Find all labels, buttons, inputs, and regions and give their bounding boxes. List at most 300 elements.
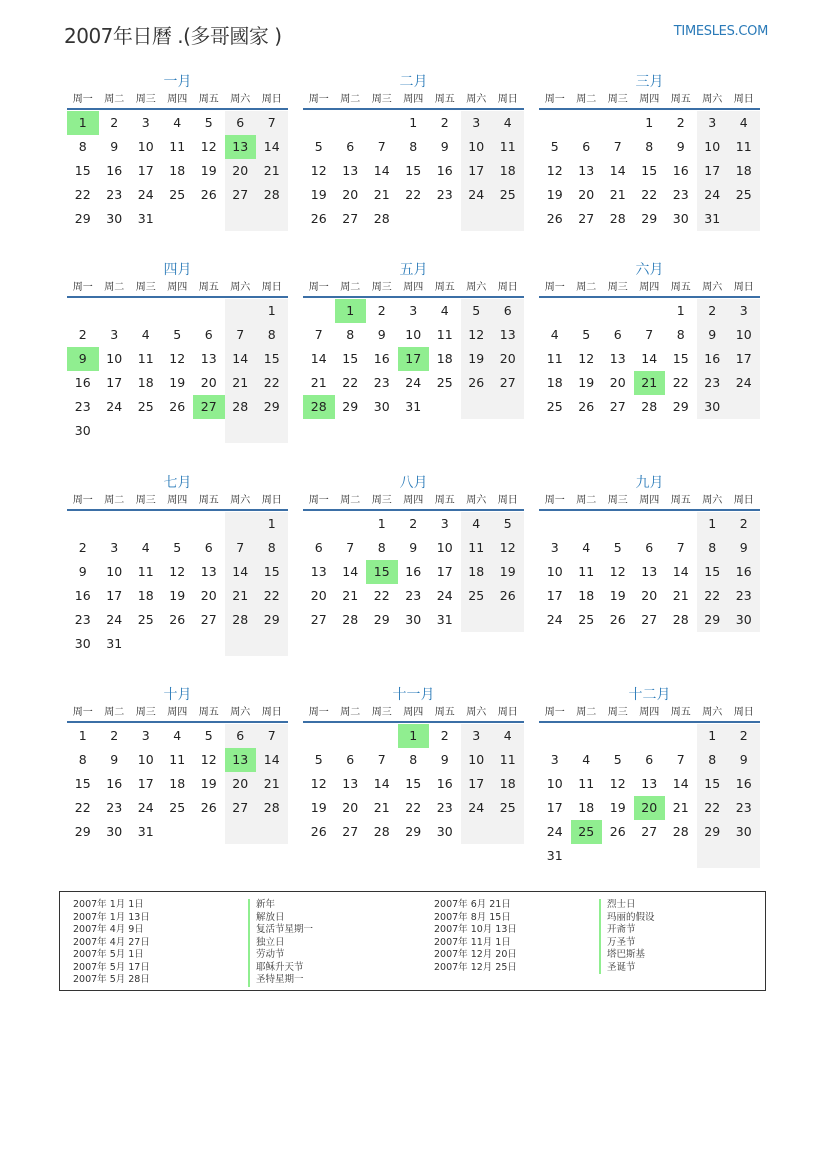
day-cell: 11 bbox=[578, 776, 595, 791]
weekday-label: 周一 bbox=[544, 282, 565, 293]
weekday-label: 周五 bbox=[434, 707, 455, 718]
day-cell: 17 bbox=[697, 159, 729, 183]
day-grid bbox=[303, 724, 524, 844]
day-cell: 9 bbox=[697, 323, 729, 347]
day-cell: 24 bbox=[728, 371, 760, 395]
day-cell: 11 bbox=[137, 351, 154, 366]
day-cell: 10 bbox=[728, 323, 760, 347]
day-cell: 7 bbox=[377, 752, 386, 767]
day-cell: 15 bbox=[405, 163, 422, 178]
day-cell: 19 bbox=[546, 187, 563, 202]
day-cell: 19 bbox=[169, 375, 186, 390]
month-5 bbox=[303, 260, 524, 419]
day-cell: 28 bbox=[225, 395, 257, 419]
day-cell: 20 bbox=[310, 588, 327, 603]
day-cell: 28 bbox=[609, 211, 626, 226]
day-cell: 17 bbox=[137, 776, 154, 791]
holiday-name: 开斋节 bbox=[599, 924, 655, 937]
day-cell: 29 bbox=[256, 608, 288, 632]
weekday-label: 周五 bbox=[434, 495, 455, 506]
day-cell: 11 bbox=[492, 135, 524, 159]
day-cell: 10 bbox=[697, 135, 729, 159]
empty-cell bbox=[225, 512, 257, 536]
empty-cell bbox=[539, 512, 571, 536]
empty-cell bbox=[162, 632, 194, 656]
empty-cell bbox=[571, 724, 603, 748]
weekday-header bbox=[303, 280, 524, 298]
day-cell: 18 bbox=[137, 588, 154, 603]
holiday-date: 2007年 4月 9日 bbox=[73, 924, 144, 935]
day-cell: 19 bbox=[578, 375, 595, 390]
day-cell: 14 bbox=[342, 564, 359, 579]
holiday-date: 2007年 5月 1日 bbox=[73, 949, 144, 960]
day-cell: 8 bbox=[409, 752, 418, 767]
day-cell: 11 bbox=[578, 564, 595, 579]
day-cell: 4 bbox=[141, 540, 150, 555]
day-cell: 15 bbox=[256, 347, 288, 371]
day-cell: 20 bbox=[200, 375, 217, 390]
weekday-label: 周六 bbox=[702, 495, 723, 506]
weekday-label: 周五 bbox=[670, 94, 691, 105]
day-cell: 30 bbox=[373, 399, 390, 414]
day-cell: 12 bbox=[461, 323, 493, 347]
holiday-name: 耶稣升天节 bbox=[248, 962, 313, 975]
day-cell: 22 bbox=[373, 588, 390, 603]
holiday-name: 烈士日 bbox=[599, 899, 655, 912]
empty-cell bbox=[366, 111, 398, 135]
day-cell: 17 bbox=[461, 159, 493, 183]
day-cell: 31 bbox=[436, 612, 453, 627]
day-cell: 17 bbox=[546, 588, 563, 603]
weekday-label: 周六 bbox=[230, 94, 251, 105]
weekday-label: 周六 bbox=[230, 707, 251, 718]
day-cell: 21 bbox=[342, 588, 359, 603]
month-title: 二月 bbox=[399, 74, 428, 90]
day-cell: 27 bbox=[641, 824, 658, 839]
weekday-label: 周四 bbox=[639, 94, 660, 105]
empty-cell bbox=[130, 632, 162, 656]
day-cell: 3 bbox=[440, 516, 449, 531]
day-cell: 12 bbox=[609, 564, 626, 579]
day-cell: 30 bbox=[728, 608, 760, 632]
weekday-label: 周六 bbox=[230, 282, 251, 293]
day-cell: 15 bbox=[672, 351, 689, 366]
day-cell: 1 bbox=[335, 299, 367, 323]
day-cell: 10 bbox=[546, 564, 563, 579]
day-cell: 3 bbox=[728, 299, 760, 323]
day-cell: 6 bbox=[582, 139, 591, 154]
day-cell: 23 bbox=[436, 187, 453, 202]
empty-cell bbox=[303, 512, 335, 536]
weekday-label: 周三 bbox=[135, 707, 156, 718]
day-cell: 11 bbox=[546, 351, 563, 366]
day-cell: 13 bbox=[641, 564, 658, 579]
day-grid bbox=[539, 111, 760, 231]
weekday-label: 周五 bbox=[198, 282, 219, 293]
day-cell: 20 bbox=[342, 800, 359, 815]
day-cell: 14 bbox=[609, 163, 626, 178]
site-link[interactable]: TIMESLES.COM bbox=[673, 24, 768, 39]
day-cell: 15 bbox=[697, 560, 729, 584]
empty-cell bbox=[665, 844, 697, 868]
holiday-names-right bbox=[599, 899, 655, 974]
day-cell: 25 bbox=[728, 183, 760, 207]
month-2 bbox=[303, 72, 524, 231]
empty-cell bbox=[366, 724, 398, 748]
empty-cell bbox=[256, 820, 288, 844]
day-cell: 2 bbox=[697, 299, 729, 323]
day-grid bbox=[539, 724, 760, 868]
day-cell: 23 bbox=[436, 800, 453, 815]
holiday-date: 2007年 10月 13日 bbox=[434, 924, 517, 935]
day-cell: 7 bbox=[314, 327, 323, 342]
day-cell: 3 bbox=[110, 540, 119, 555]
day-cell: 4 bbox=[461, 512, 493, 536]
weekday-label: 周三 bbox=[135, 282, 156, 293]
weekday-label: 周日 bbox=[497, 94, 518, 105]
weekday-label: 周二 bbox=[104, 707, 125, 718]
day-cell: 27 bbox=[225, 796, 257, 820]
day-cell: 21 bbox=[225, 584, 257, 608]
day-cell: 2 bbox=[440, 115, 449, 130]
weekday-label: 周一 bbox=[72, 707, 93, 718]
day-grid bbox=[539, 299, 760, 419]
weekday-label: 周四 bbox=[167, 94, 188, 105]
day-cell: 29 bbox=[256, 395, 288, 419]
day-cell: 30 bbox=[74, 636, 91, 651]
day-cell: 2 bbox=[728, 724, 760, 748]
day-grid bbox=[303, 299, 524, 419]
day-cell: 24 bbox=[106, 612, 123, 627]
day-cell: 12 bbox=[169, 564, 186, 579]
day-cell: 30 bbox=[74, 423, 91, 438]
day-cell: 22 bbox=[697, 584, 729, 608]
day-cell: 27 bbox=[225, 183, 257, 207]
day-cell: 30 bbox=[436, 824, 453, 839]
weekday-label: 周日 bbox=[497, 282, 518, 293]
day-cell: 29 bbox=[697, 608, 729, 632]
day-cell: 20 bbox=[578, 187, 595, 202]
day-cell: 25 bbox=[137, 612, 154, 627]
day-cell: 10 bbox=[137, 752, 154, 767]
empty-cell bbox=[634, 512, 666, 536]
weekday-label: 周三 bbox=[135, 94, 156, 105]
month-4 bbox=[67, 260, 288, 443]
weekday-label: 周日 bbox=[261, 282, 282, 293]
day-cell: 16 bbox=[697, 347, 729, 371]
day-cell: 19 bbox=[609, 588, 626, 603]
day-cell: 21 bbox=[256, 772, 288, 796]
day-cell: 23 bbox=[373, 375, 390, 390]
day-cell: 1 bbox=[398, 724, 430, 748]
day-cell: 1 bbox=[409, 115, 418, 130]
day-cell: 3 bbox=[697, 111, 729, 135]
day-cell: 2 bbox=[78, 327, 87, 342]
day-cell: 12 bbox=[492, 536, 524, 560]
empty-cell bbox=[162, 512, 194, 536]
weekday-label: 周三 bbox=[371, 282, 392, 293]
day-cell: 14 bbox=[373, 776, 390, 791]
weekday-label: 周二 bbox=[340, 707, 361, 718]
day-cell: 16 bbox=[106, 776, 123, 791]
weekday-label: 周三 bbox=[135, 495, 156, 506]
empty-cell bbox=[461, 395, 493, 419]
weekday-label: 周一 bbox=[544, 707, 565, 718]
day-cell: 26 bbox=[578, 399, 595, 414]
day-cell: 9 bbox=[440, 139, 449, 154]
weekday-label: 周五 bbox=[670, 282, 691, 293]
day-cell: 9 bbox=[110, 139, 119, 154]
weekday-label: 周五 bbox=[198, 94, 219, 105]
empty-cell bbox=[571, 299, 603, 323]
weekday-label: 周四 bbox=[639, 707, 660, 718]
weekday-label: 周一 bbox=[72, 282, 93, 293]
day-grid bbox=[67, 512, 288, 656]
day-cell: 13 bbox=[342, 776, 359, 791]
weekday-label: 周五 bbox=[198, 707, 219, 718]
day-cell: 5 bbox=[314, 139, 323, 154]
weekday-label: 周六 bbox=[466, 707, 487, 718]
day-cell: 1 bbox=[256, 299, 288, 323]
day-cell: 6 bbox=[492, 299, 524, 323]
empty-cell bbox=[193, 419, 225, 443]
day-cell: 18 bbox=[461, 560, 493, 584]
day-cell: 12 bbox=[546, 163, 563, 178]
day-cell: 5 bbox=[550, 139, 559, 154]
weekday-label: 周四 bbox=[167, 282, 188, 293]
day-cell: 5 bbox=[492, 512, 524, 536]
day-cell: 6 bbox=[613, 327, 622, 342]
empty-cell bbox=[602, 111, 634, 135]
weekday-header bbox=[539, 705, 760, 723]
day-cell: 16 bbox=[405, 564, 422, 579]
day-cell: 31 bbox=[137, 211, 154, 226]
weekday-label: 周四 bbox=[403, 495, 424, 506]
day-cell: 24 bbox=[106, 399, 123, 414]
day-cell: 26 bbox=[200, 800, 217, 815]
day-cell: 26 bbox=[200, 187, 217, 202]
day-cell: 16 bbox=[74, 375, 91, 390]
day-cell: 1 bbox=[78, 728, 87, 743]
day-cell: 24 bbox=[461, 183, 493, 207]
empty-cell bbox=[461, 608, 493, 632]
day-cell: 31 bbox=[106, 636, 123, 651]
month-8 bbox=[303, 473, 524, 632]
empty-cell bbox=[99, 299, 131, 323]
empty-cell bbox=[697, 844, 729, 868]
holiday-date: 2007年 1月 1日 bbox=[73, 899, 144, 910]
day-cell: 22 bbox=[697, 796, 729, 820]
weekday-label: 周四 bbox=[639, 495, 660, 506]
day-cell: 19 bbox=[169, 588, 186, 603]
day-cell: 2 bbox=[110, 115, 119, 130]
empty-cell bbox=[571, 512, 603, 536]
day-cell: 23 bbox=[74, 612, 91, 627]
empty-cell bbox=[130, 512, 162, 536]
day-cell: 11 bbox=[728, 135, 760, 159]
day-cell: 3 bbox=[409, 303, 418, 318]
day-cell: 24 bbox=[405, 375, 422, 390]
day-cell: 19 bbox=[461, 347, 493, 371]
day-cell: 23 bbox=[697, 371, 729, 395]
day-cell: 13 bbox=[578, 163, 595, 178]
day-cell: 19 bbox=[492, 560, 524, 584]
day-cell: 23 bbox=[728, 584, 760, 608]
weekday-label: 周二 bbox=[340, 495, 361, 506]
day-cell: 17 bbox=[436, 564, 453, 579]
day-cell: 8 bbox=[697, 536, 729, 560]
holiday-name: 解放日 bbox=[248, 912, 313, 925]
day-cell: 4 bbox=[728, 111, 760, 135]
day-cell: 18 bbox=[728, 159, 760, 183]
day-cell: 11 bbox=[137, 564, 154, 579]
day-cell: 6 bbox=[645, 540, 654, 555]
day-cell: 23 bbox=[672, 187, 689, 202]
weekday-header bbox=[539, 493, 760, 511]
day-cell: 30 bbox=[728, 820, 760, 844]
day-cell: 8 bbox=[645, 139, 654, 154]
month-10 bbox=[67, 685, 288, 844]
day-cell: 4 bbox=[582, 540, 591, 555]
day-cell: 3 bbox=[141, 728, 150, 743]
empty-cell bbox=[225, 632, 257, 656]
month-title: 五月 bbox=[399, 262, 428, 278]
day-cell: 4 bbox=[550, 327, 559, 342]
day-cell: 21 bbox=[609, 187, 626, 202]
weekday-header bbox=[303, 493, 524, 511]
day-cell: 9 bbox=[676, 139, 685, 154]
holiday-dates-left bbox=[73, 899, 150, 987]
empty-cell bbox=[602, 844, 634, 868]
day-cell: 2 bbox=[409, 516, 418, 531]
day-cell: 8 bbox=[78, 752, 87, 767]
day-cell: 25 bbox=[137, 399, 154, 414]
day-cell: 22 bbox=[641, 187, 658, 202]
weekday-label: 周四 bbox=[403, 707, 424, 718]
day-cell: 24 bbox=[137, 187, 154, 202]
day-cell: 16 bbox=[728, 772, 760, 796]
empty-cell bbox=[99, 419, 131, 443]
day-cell: 21 bbox=[256, 159, 288, 183]
empty-cell bbox=[728, 395, 760, 419]
weekday-header bbox=[303, 705, 524, 723]
weekday-label: 周二 bbox=[340, 282, 361, 293]
day-cell: 14 bbox=[641, 351, 658, 366]
day-cell: 25 bbox=[546, 399, 563, 414]
day-cell: 9 bbox=[78, 564, 87, 579]
day-cell: 25 bbox=[578, 612, 595, 627]
empty-cell bbox=[225, 820, 257, 844]
day-cell: 7 bbox=[346, 540, 355, 555]
day-cell: 5 bbox=[613, 540, 622, 555]
empty-cell bbox=[539, 724, 571, 748]
day-grid bbox=[539, 512, 760, 632]
day-cell: 4 bbox=[492, 724, 524, 748]
weekday-label: 周六 bbox=[702, 282, 723, 293]
day-cell: 29 bbox=[672, 399, 689, 414]
weekday-label: 周六 bbox=[230, 495, 251, 506]
day-cell: 21 bbox=[634, 371, 666, 395]
weekday-label: 周六 bbox=[466, 495, 487, 506]
day-cell: 18 bbox=[578, 588, 595, 603]
day-cell: 9 bbox=[728, 536, 760, 560]
weekday-label: 周六 bbox=[466, 94, 487, 105]
day-cell: 5 bbox=[613, 752, 622, 767]
day-cell: 30 bbox=[672, 211, 689, 226]
day-cell: 27 bbox=[492, 371, 524, 395]
day-cell: 9 bbox=[67, 347, 99, 371]
day-cell: 9 bbox=[409, 540, 418, 555]
empty-cell bbox=[492, 395, 524, 419]
weekday-label: 周日 bbox=[733, 495, 754, 506]
day-cell: 13 bbox=[609, 351, 626, 366]
day-cell: 5 bbox=[173, 540, 182, 555]
day-cell: 11 bbox=[169, 139, 186, 154]
day-cell: 13 bbox=[225, 748, 257, 772]
empty-cell bbox=[665, 724, 697, 748]
empty-cell bbox=[225, 419, 257, 443]
day-cell: 28 bbox=[672, 824, 689, 839]
day-cell: 8 bbox=[377, 540, 386, 555]
day-cell: 21 bbox=[672, 800, 689, 815]
day-cell: 19 bbox=[609, 800, 626, 815]
empty-cell bbox=[602, 512, 634, 536]
day-cell: 31 bbox=[137, 824, 154, 839]
day-cell: 31 bbox=[697, 207, 729, 231]
day-cell: 14 bbox=[256, 135, 288, 159]
day-cell: 14 bbox=[225, 347, 257, 371]
day-cell: 3 bbox=[461, 111, 493, 135]
weekday-label: 周日 bbox=[733, 282, 754, 293]
holiday-name: 玛丽的假设 bbox=[599, 912, 655, 925]
day-cell: 21 bbox=[310, 375, 327, 390]
month-12 bbox=[539, 685, 760, 868]
empty-cell bbox=[461, 207, 493, 231]
day-cell: 20 bbox=[609, 375, 626, 390]
weekday-label: 周二 bbox=[576, 94, 597, 105]
day-cell: 14 bbox=[672, 776, 689, 791]
day-cell: 10 bbox=[546, 776, 563, 791]
holiday-dates-right bbox=[434, 899, 517, 974]
holiday-name: 万圣节 bbox=[599, 937, 655, 950]
empty-cell bbox=[193, 820, 225, 844]
day-cell: 10 bbox=[137, 139, 154, 154]
day-cell: 12 bbox=[609, 776, 626, 791]
day-cell: 8 bbox=[346, 327, 355, 342]
empty-cell bbox=[728, 844, 760, 868]
day-cell: 1 bbox=[697, 724, 729, 748]
day-cell: 29 bbox=[373, 612, 390, 627]
empty-cell bbox=[193, 512, 225, 536]
day-cell: 2 bbox=[110, 728, 119, 743]
day-cell: 5 bbox=[582, 327, 591, 342]
day-cell: 16 bbox=[373, 351, 390, 366]
day-cell: 2 bbox=[728, 512, 760, 536]
day-cell: 8 bbox=[409, 139, 418, 154]
weekday-label: 周一 bbox=[308, 282, 329, 293]
day-cell: 4 bbox=[582, 752, 591, 767]
day-cell: 20 bbox=[641, 588, 658, 603]
empty-cell bbox=[634, 299, 666, 323]
day-cell: 26 bbox=[310, 824, 327, 839]
day-cell: 24 bbox=[697, 183, 729, 207]
day-cell: 7 bbox=[676, 540, 685, 555]
day-cell: 18 bbox=[578, 800, 595, 815]
empty-cell bbox=[492, 820, 524, 844]
day-cell: 17 bbox=[106, 588, 123, 603]
day-cell: 8 bbox=[78, 139, 87, 154]
empty-cell bbox=[256, 207, 288, 231]
